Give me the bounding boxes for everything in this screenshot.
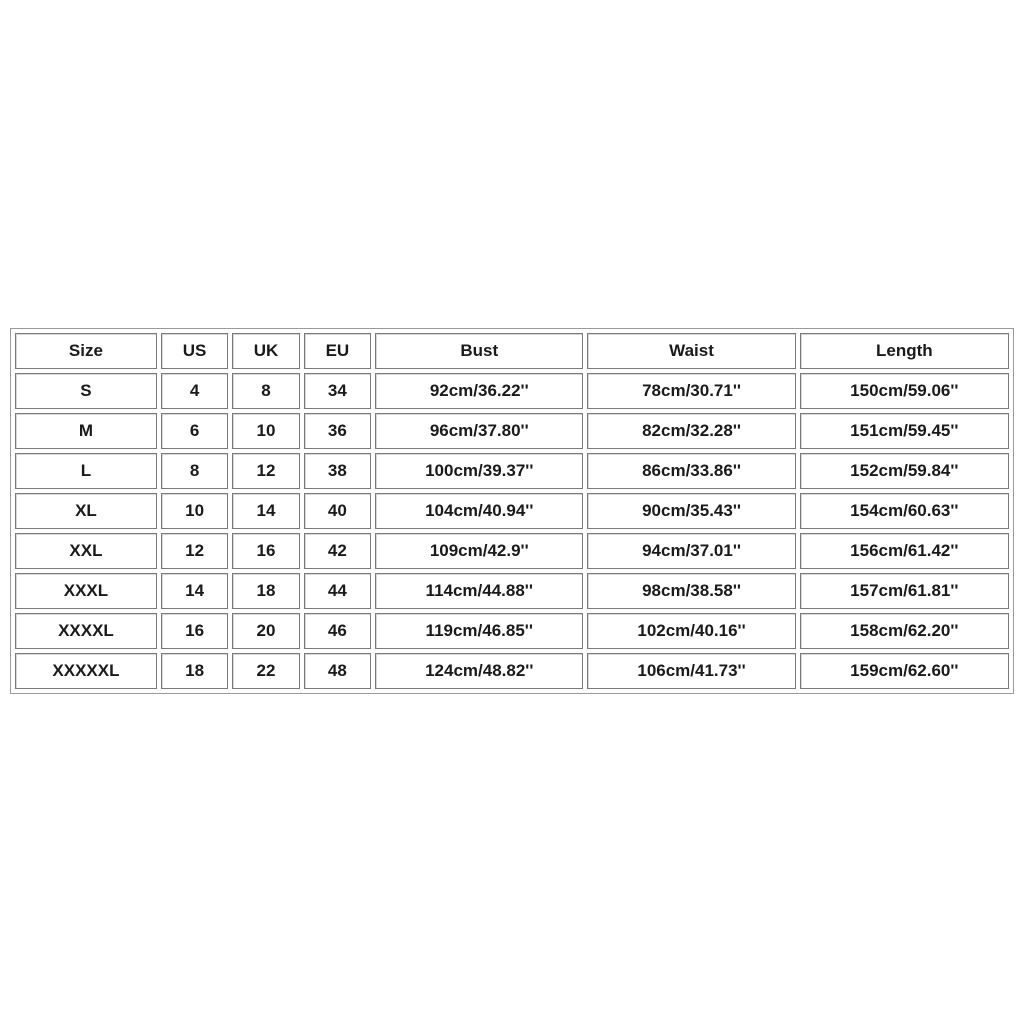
table-row xyxy=(15,493,1009,529)
cell-bust: 92cm/36.22'' xyxy=(375,373,583,409)
cell-eu: 36 xyxy=(304,413,371,449)
cell-bust: 119cm/46.85'' xyxy=(375,613,583,649)
cell-waist: 94cm/37.01'' xyxy=(587,533,795,569)
cell-waist: 106cm/41.73'' xyxy=(587,653,795,689)
cell-us: 4 xyxy=(161,373,228,409)
cell-us: 10 xyxy=(161,493,228,529)
cell-size: XXXXXL xyxy=(15,653,157,689)
header-uk: UK xyxy=(232,333,299,369)
cell-bust: 96cm/37.80'' xyxy=(375,413,583,449)
cell-us: 6 xyxy=(161,413,228,449)
cell-us: 12 xyxy=(161,533,228,569)
cell-uk: 10 xyxy=(232,413,299,449)
cell-us: 8 xyxy=(161,453,228,489)
cell-length: 156cm/61.42'' xyxy=(800,533,1009,569)
table-row xyxy=(15,533,1009,569)
header-eu: EU xyxy=(304,333,371,369)
table-row xyxy=(15,653,1009,689)
cell-uk: 8 xyxy=(232,373,299,409)
cell-bust: 109cm/42.9'' xyxy=(375,533,583,569)
cell-bust: 104cm/40.94'' xyxy=(375,493,583,529)
cell-waist: 102cm/40.16'' xyxy=(587,613,795,649)
cell-uk: 20 xyxy=(232,613,299,649)
cell-length: 150cm/59.06'' xyxy=(800,373,1009,409)
table-row xyxy=(15,613,1009,649)
cell-length: 151cm/59.45'' xyxy=(800,413,1009,449)
header-size: Size xyxy=(15,333,157,369)
cell-eu: 46 xyxy=(304,613,371,649)
cell-eu: 40 xyxy=(304,493,371,529)
cell-length: 159cm/62.60'' xyxy=(800,653,1009,689)
cell-size: L xyxy=(15,453,157,489)
cell-waist: 86cm/33.86'' xyxy=(587,453,795,489)
size-chart-table xyxy=(10,328,1014,694)
cell-waist: 90cm/35.43'' xyxy=(587,493,795,529)
cell-waist: 98cm/38.58'' xyxy=(587,573,795,609)
cell-bust: 100cm/39.37'' xyxy=(375,453,583,489)
cell-length: 154cm/60.63'' xyxy=(800,493,1009,529)
cell-us: 16 xyxy=(161,613,228,649)
table-row xyxy=(15,453,1009,489)
cell-length: 152cm/59.84'' xyxy=(800,453,1009,489)
cell-us: 18 xyxy=(161,653,228,689)
table-row xyxy=(15,573,1009,609)
cell-size: XXL xyxy=(15,533,157,569)
table-row xyxy=(15,413,1009,449)
cell-eu: 38 xyxy=(304,453,371,489)
cell-bust: 114cm/44.88'' xyxy=(375,573,583,609)
cell-size: M xyxy=(15,413,157,449)
cell-uk: 14 xyxy=(232,493,299,529)
table-header-row xyxy=(15,333,1009,369)
header-bust: Bust xyxy=(375,333,583,369)
cell-size: S xyxy=(15,373,157,409)
cell-uk: 12 xyxy=(232,453,299,489)
cell-eu: 34 xyxy=(304,373,371,409)
cell-waist: 82cm/32.28'' xyxy=(587,413,795,449)
cell-us: 14 xyxy=(161,573,228,609)
header-length: Length xyxy=(800,333,1009,369)
cell-size: XXXL xyxy=(15,573,157,609)
cell-uk: 18 xyxy=(232,573,299,609)
cell-size: XL xyxy=(15,493,157,529)
cell-length: 158cm/62.20'' xyxy=(800,613,1009,649)
header-waist: Waist xyxy=(587,333,795,369)
table-row xyxy=(15,373,1009,409)
cell-uk: 22 xyxy=(232,653,299,689)
cell-eu: 44 xyxy=(304,573,371,609)
header-us: US xyxy=(161,333,228,369)
cell-eu: 48 xyxy=(304,653,371,689)
cell-size: XXXXL xyxy=(15,613,157,649)
cell-waist: 78cm/30.71'' xyxy=(587,373,795,409)
cell-length: 157cm/61.81'' xyxy=(800,573,1009,609)
cell-uk: 16 xyxy=(232,533,299,569)
cell-eu: 42 xyxy=(304,533,371,569)
cell-bust: 124cm/48.82'' xyxy=(375,653,583,689)
